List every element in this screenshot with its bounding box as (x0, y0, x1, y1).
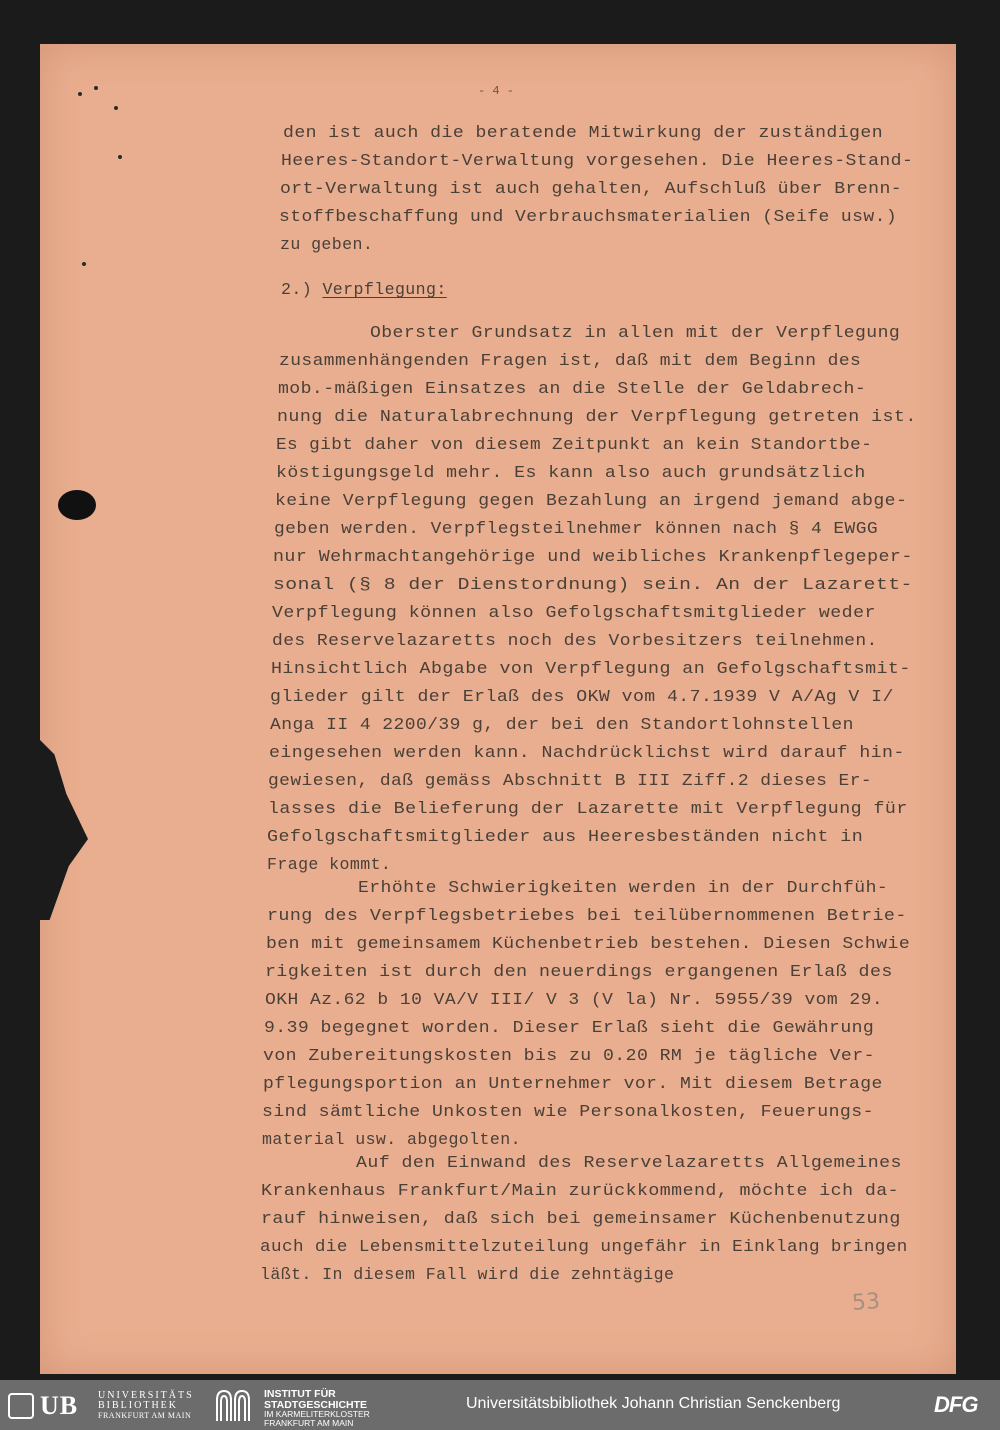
text-line: mob.-mäßigen Einsatzes an die Stelle der Geldabrech- (278, 379, 867, 398)
ub-line-1: UNIVERSITÄTS (98, 1390, 194, 1401)
text-line: Auf den Einwand des Reservelazaretts Allgemeines (356, 1153, 902, 1172)
header-mark: - 4 - (478, 84, 515, 98)
text-line: pflegungsportion an Unternehmer vor. Mit diesem Betrage (263, 1074, 883, 1093)
text-line: keine Verpflegung gegen Bezahlung an irgend jemand abge- (275, 491, 908, 510)
text-line: Gefolgschaftsmitglieder aus Heeresbeständen nicht in (267, 827, 864, 846)
text-line: Verpflegung können also Gefolgschaftsmitglieder weder (272, 603, 876, 622)
text-line: Erhöhte Schwierigkeiten werden in der Durchfüh- (358, 878, 889, 897)
section-heading: Verpflegung: (322, 280, 447, 299)
ub-line-3: FRANKFURT AM MAIN (98, 1411, 192, 1420)
text-line: gewiesen, daß gemäss Abschnitt B III Ziff.2 dieses Er- (268, 771, 873, 790)
text-line: stoffbeschaffung und Verbrauchsmaterialien (Seife usw.) (279, 207, 898, 226)
isg-arches-icon (214, 1388, 254, 1422)
text-line: rigkeiten ist durch den neuerdings ergangenen Erlaß des (265, 962, 893, 981)
footer-bar (0, 1380, 1000, 1430)
text-line: den ist auch die beratende Mitwirkung der zuständigen (283, 123, 884, 142)
senckenberg-bust-icon (8, 1393, 34, 1419)
ub-logo (8, 1391, 90, 1421)
text-line: Frage kommt. (267, 855, 392, 874)
isg-line-1: INSTITUT FÜR (264, 1388, 336, 1400)
isg-wordmark (264, 1389, 370, 1428)
text-line: rung des Verpflegsbetriebes bei teilübernommenen Betrie- (267, 906, 907, 925)
text-line: Anga II 4 2200/39 g, der bei den Standortlohnstellen (270, 715, 854, 734)
dfg-logo: DFG (934, 1392, 978, 1417)
text-line: zusammenhängenden Fragen ist, daß mit dem Beginn des (279, 351, 862, 370)
text-line: 9.39 begegnet worden. Dieser Erlaß sieht die Gewährung (264, 1018, 875, 1037)
text-line: Hinsichtlich Abgabe von Verpflegung an Gefolgschaftsmit- (271, 659, 911, 678)
text-line: eingesehen werden kann. Nachdrücklichst wird darauf hin- (269, 743, 905, 762)
text-line: sonal (§ 8 der Dienstordnung) sein. An der Lazarett- (273, 575, 913, 594)
text-line: sind sämtliche Unkosten wie Personalkosten, Feuerungs- (262, 1102, 874, 1121)
text-line: zu geben. (280, 235, 374, 254)
text-line: Es gibt daher von diesem Zeitpunkt an kein Standortbe- (276, 435, 873, 454)
ub-logo-text: UB (40, 1391, 79, 1420)
text-line: läßt. In diesem Fall wird die zehntägige (260, 1265, 675, 1284)
text-line: Heeres-Standort-Verwaltung vorgesehen. Die Heeres-Stand- (281, 151, 914, 170)
text-line: auch die Lebensmittelzuteilung ungefähr in Einklang bringen (260, 1237, 908, 1256)
text-line: nur Wehrmachtangehörige und weibliches Krankenpflegeper- (273, 547, 913, 566)
text-line: OKH Az.62 b 10 VA/V III/ V 3 (V la) Nr. 5955/39 vom 29. (265, 990, 884, 1009)
text-line: Krankenhaus Frankfurt/Main zurückkommend, möchte ich da- (261, 1181, 900, 1200)
text-line: glieder gilt der Erlaß des OKW vom 4.7.1939 V A/Ag V I/ (270, 687, 894, 706)
text-line: Oberster Grundsatz in allen mit der Verpflegung (370, 323, 901, 342)
text-line: von Zubereitungskosten bis zu 0.20 RM je tägliche Ver- (263, 1046, 875, 1065)
text-line: köstigungsgeld mehr. Es kann also auch grundsätzlich (276, 463, 866, 482)
isg-line-3: IM KARMELITERKLOSTER (264, 1409, 370, 1419)
isg-line-4: FRANKFURT AM MAIN (264, 1418, 354, 1428)
isg-line-2: STADTGESCHICHTE (264, 1398, 368, 1411)
page-number: 53 (851, 1289, 881, 1316)
ub-line-2: BIBLIOTHEK (98, 1400, 178, 1411)
text-line: material usw. abgegolten. (262, 1130, 521, 1149)
text-line: rauf hinweisen, daß sich bei gemeinsamer Küchenbenutzung (261, 1209, 901, 1228)
library-title: Universitätsbibliothek Johann Christian Senckenberg (466, 1395, 841, 1412)
text-line: geben werden. Verpflegsteilnehmer können nach § 4 EWGG (274, 519, 879, 538)
text-line: nung die Naturalabrechnung der Verpflegung getreten ist. (277, 407, 917, 426)
text-line: lasses die Belieferung der Lazarette mit Verpflegung für (268, 799, 908, 818)
ub-wordmark (98, 1391, 194, 1421)
text-line: ben mit gemeinsamem Küchenbetrieb bestehen. Diesen Schwie (266, 934, 911, 953)
text-line: ort-Verwaltung ist auch gehalten, Aufschluß über Brenn- (280, 179, 903, 198)
text-line: des Reservelazaretts noch des Vorbesitzers teilnehmen. (272, 631, 878, 650)
text-line: 2.) Verpflegung: (281, 280, 447, 299)
